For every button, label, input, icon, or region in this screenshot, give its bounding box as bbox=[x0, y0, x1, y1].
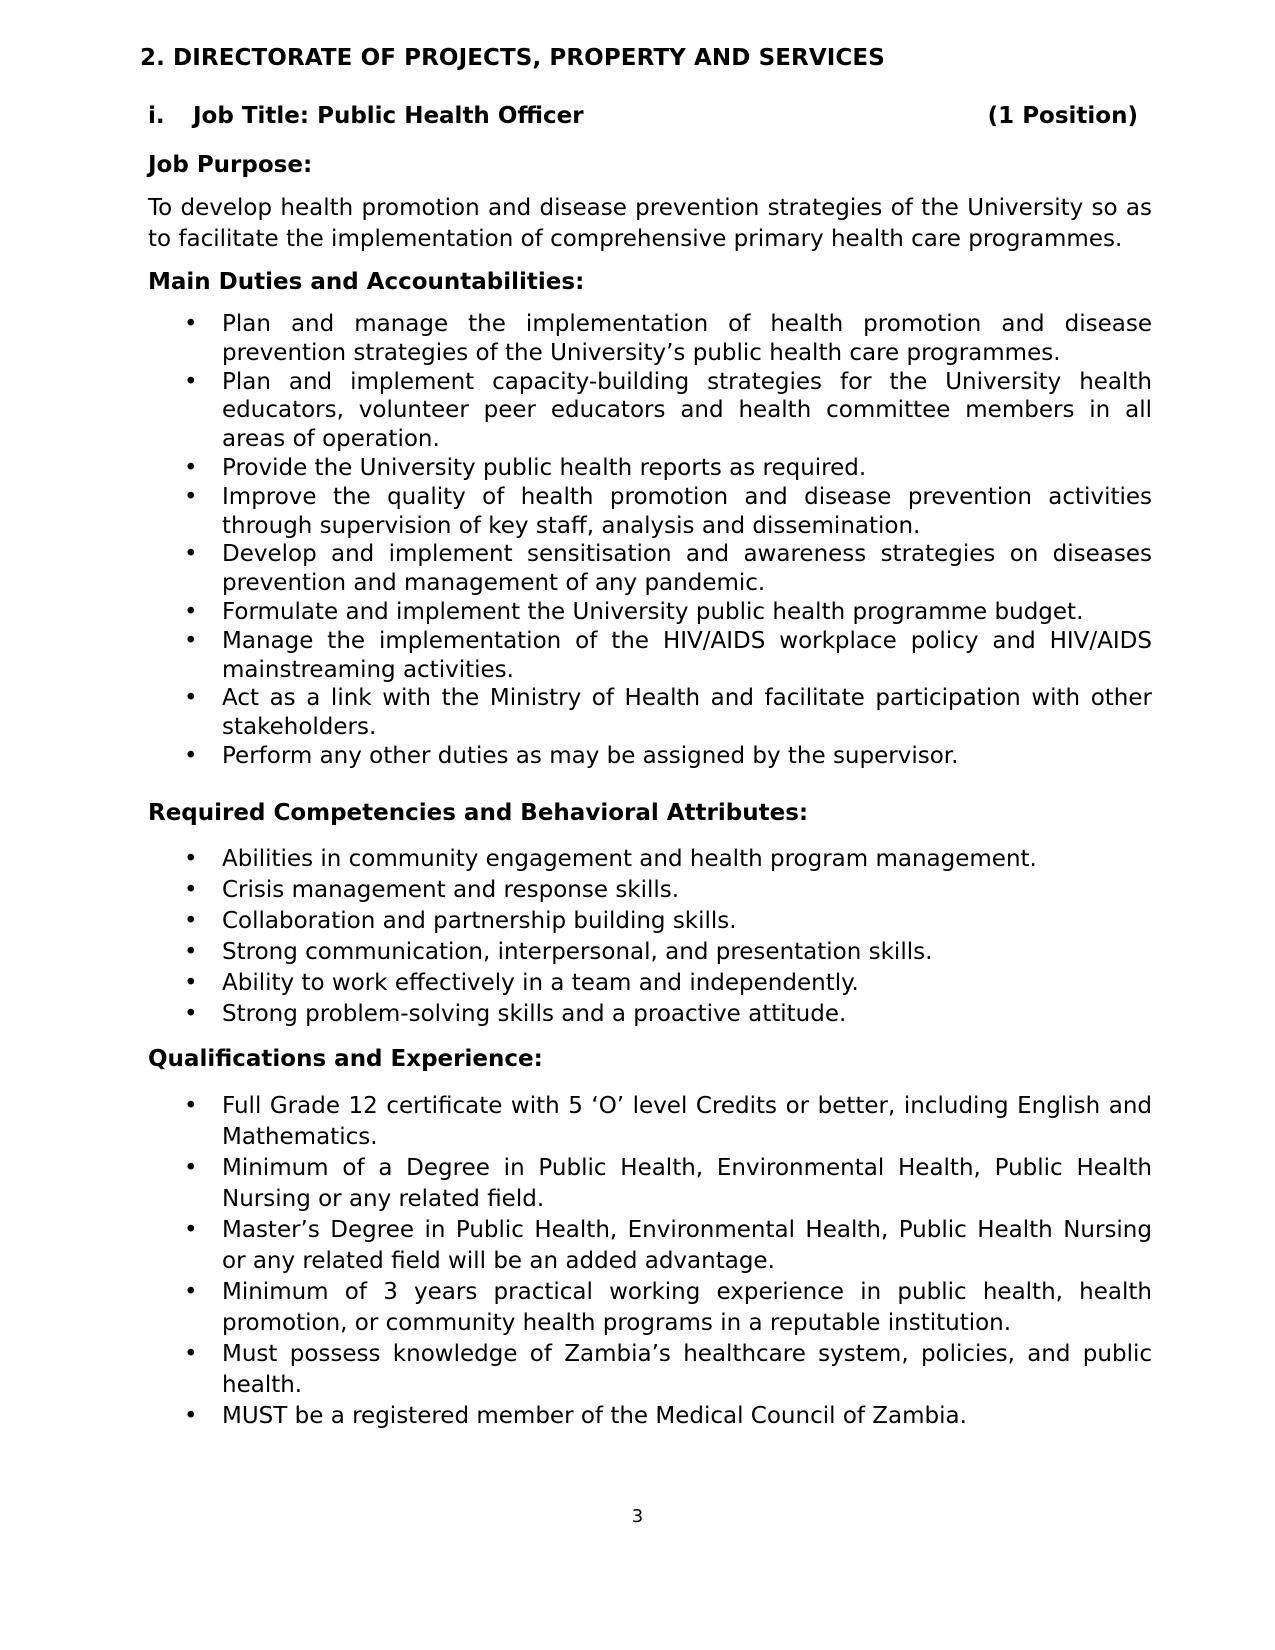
qualifications-label: Qualifications and Experience: bbox=[148, 1045, 543, 1072]
list-item: • Ability to work effectively in a team and independently. bbox=[148, 968, 1152, 999]
list-item: • Crisis management and response skills. bbox=[148, 875, 1152, 906]
bullet-icon: • bbox=[184, 1000, 198, 1027]
qualifications-list bbox=[148, 1091, 1152, 1432]
page-number: 3 bbox=[631, 1506, 644, 1527]
bullet-icon: • bbox=[184, 627, 198, 654]
list-item: • Strong problem-solving skills and a proactive attitude. bbox=[148, 999, 1152, 1030]
list-item: • Must possess knowledge of Zambia’s healthcare system, policies, and public health. bbox=[184, 1340, 1152, 1398]
list-item: • Manage the implementation of the HIV/AIDS workplace policy and HIV/AIDS mainstreaming activities. bbox=[184, 627, 1152, 683]
bullet-icon: • bbox=[184, 876, 198, 903]
duties-list bbox=[148, 310, 1152, 771]
bullet-icon: • bbox=[184, 969, 198, 996]
competencies-label: Required Competencies and Behavioral Attributes: bbox=[148, 799, 809, 826]
bullet-icon: • bbox=[184, 483, 198, 510]
bullet-icon: • bbox=[184, 742, 198, 769]
bullet-icon: • bbox=[184, 454, 198, 481]
list-item: • Improve the quality of health promotion and disease prevention activities through supervision of key staff, analysis and dissemination. bbox=[184, 483, 1152, 539]
list-item: • Act as a link with the Ministry of Health and facilitate participation with other stakeholders. bbox=[184, 685, 1152, 741]
list-item: • Strong communication, interpersonal, and presentation skills. bbox=[148, 937, 1152, 968]
bullet-icon: • bbox=[184, 598, 198, 625]
job-title: Job Title: Public Health Officer bbox=[193, 103, 584, 129]
list-item: • Develop and implement sensitisation and awareness strategies on diseases prevention and management of any pandemic. bbox=[184, 541, 1152, 597]
bullet-icon: • bbox=[184, 311, 198, 337]
bullet-icon: • bbox=[184, 685, 198, 712]
bullet-icon: • bbox=[184, 1278, 198, 1305]
bullet-icon: • bbox=[184, 541, 198, 568]
bullet-icon: • bbox=[184, 938, 198, 965]
list-item: • Master’s Degree in Public Health, Environmental Health, Public Health Nursing or any related field will be an added advantage. bbox=[184, 1216, 1152, 1274]
list-item: • Provide the University public health reports as required. bbox=[184, 454, 867, 481]
list-item: • Plan and manage the implementation of health promotion and disease prevention strategies of the University’s public health care programmes. bbox=[184, 311, 1152, 366]
list-item: • Perform any other duties as may be assigned by the supervisor. bbox=[184, 742, 959, 769]
list-item: • Minimum of a Degree in Public Health, Environmental Health, Public Health Nursing or any related field. bbox=[184, 1154, 1152, 1212]
bullet-icon: • bbox=[184, 1216, 198, 1243]
section-heading: 2. DIRECTORATE OF PROJECTS, PROPERTY AND SERVICES bbox=[140, 45, 885, 71]
bullet-icon: • bbox=[184, 907, 198, 934]
bullet-icon: • bbox=[184, 845, 198, 872]
document-content bbox=[148, 150, 1152, 1432]
list-item: • Minimum of 3 years practical working experience in public health, health promotion, or community health programs in a reputable institution. bbox=[184, 1278, 1152, 1336]
purpose-text: To develop health promotion and disease prevention strategies of the University so as to facilitate the implementation of comprehensive primary health care programmes. bbox=[148, 195, 1152, 252]
job-numeral: i. bbox=[148, 103, 165, 129]
competencies-list bbox=[148, 844, 1152, 1030]
positions-count: (1 Position) bbox=[987, 103, 1138, 129]
list-item: • Plan and implement capacity-building strategies for the University health educators, volunteer peer educators and health committee members in all areas of operation. bbox=[184, 368, 1152, 453]
list-item: • Collaboration and partnership building skills. bbox=[148, 906, 1152, 937]
bullet-icon: • bbox=[184, 1092, 198, 1119]
bullet-icon: • bbox=[184, 1154, 198, 1181]
list-item: • Abilities in community engagement and health program management. bbox=[148, 844, 1152, 875]
list-item: • Formulate and implement the University public health programme budget. bbox=[184, 598, 1084, 625]
list-item: • Full Grade 12 certificate with 5 ‘O’ level Credits or better, including English and Mathematics. bbox=[184, 1092, 1152, 1150]
bullet-icon: • bbox=[184, 368, 198, 395]
list-item: • MUST be a registered member of the Medical Council of Zambia. bbox=[148, 1401, 1152, 1432]
job-title-row bbox=[148, 103, 1138, 129]
duties-label: Main Duties and Accountabilities: bbox=[148, 269, 585, 295]
bullet-icon: • bbox=[184, 1340, 198, 1367]
bullet-icon: • bbox=[184, 1402, 198, 1429]
purpose-label: Job Purpose: bbox=[148, 152, 313, 178]
